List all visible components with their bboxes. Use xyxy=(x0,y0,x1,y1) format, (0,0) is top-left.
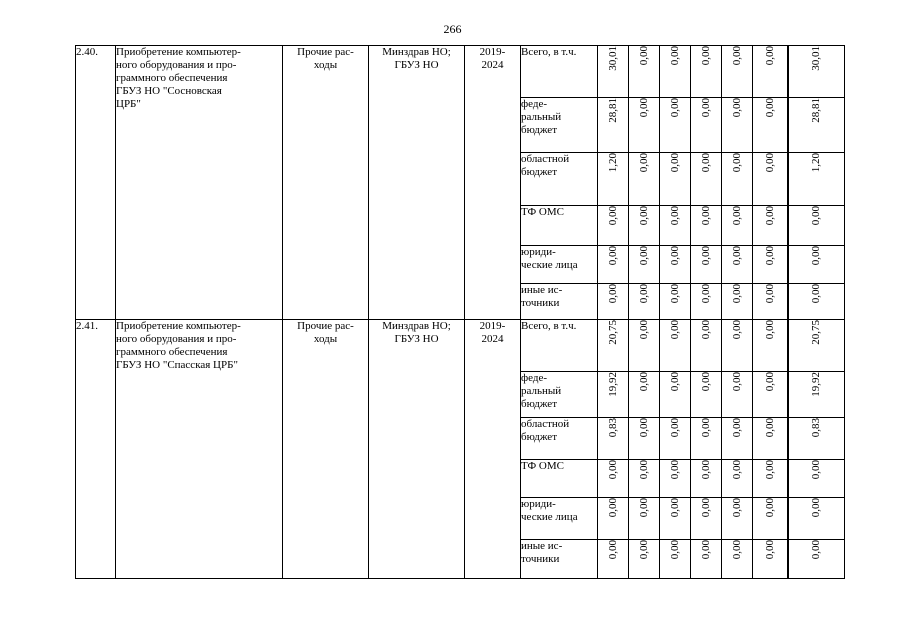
value-text: 0,00 xyxy=(669,284,681,304)
value-text: 0,00 xyxy=(607,206,619,226)
year-value xyxy=(722,98,753,153)
funding-source: областной бюджет xyxy=(521,153,598,206)
year-value xyxy=(629,418,660,460)
value-text: 0,00 xyxy=(669,98,681,118)
year-value xyxy=(722,206,753,246)
year-value xyxy=(722,46,753,98)
value-text: 0,00 xyxy=(669,320,681,340)
total-value xyxy=(788,418,845,460)
value-text: 0,00 xyxy=(607,246,619,266)
funding-source: Всего, в т.ч. xyxy=(521,320,598,372)
year-value xyxy=(660,284,691,320)
value-text: 0,00 xyxy=(810,246,823,266)
total-value xyxy=(788,246,845,284)
value-text: 0,00 xyxy=(638,540,650,560)
year-value xyxy=(691,372,722,418)
year-value xyxy=(753,540,788,579)
year-value xyxy=(691,320,722,372)
year-value xyxy=(629,98,660,153)
value-text: 0,00 xyxy=(700,320,712,340)
value-text: 0,00 xyxy=(638,153,650,173)
year-value xyxy=(598,418,629,460)
page-number: 266 xyxy=(443,22,462,36)
value-text: 0,00 xyxy=(700,153,712,173)
year-value xyxy=(722,460,753,498)
value-text: 1,20 xyxy=(810,153,823,173)
year-value xyxy=(753,46,788,98)
year-value xyxy=(598,498,629,540)
funding-source: ТФ ОМС xyxy=(521,206,598,246)
year-value xyxy=(722,540,753,579)
year-value xyxy=(598,46,629,98)
value-text: 0,00 xyxy=(700,246,712,266)
year-value xyxy=(660,246,691,284)
value-text: 0,00 xyxy=(700,460,712,480)
funding-source: областной бюджет xyxy=(521,418,598,460)
value-text: 19,92 xyxy=(607,372,619,397)
period: 2019- 2024 xyxy=(465,320,521,579)
value-text: 0,00 xyxy=(700,98,712,118)
year-value xyxy=(691,418,722,460)
funding-source: феде- ральный бюджет xyxy=(521,372,598,418)
year-value xyxy=(660,460,691,498)
total-value xyxy=(788,372,845,418)
year-value xyxy=(691,98,722,153)
year-value xyxy=(598,320,629,372)
value-text: 0,83 xyxy=(607,418,619,438)
expense-type: Прочие рас- ходы xyxy=(283,320,369,579)
value-text: 0,00 xyxy=(731,98,743,118)
period: 2019- 2024 xyxy=(465,46,521,320)
value-text: 0,00 xyxy=(638,284,650,304)
value-text: 0,00 xyxy=(731,320,743,340)
funding-source: юриди- ческие лица xyxy=(521,246,598,284)
value-text: 0,00 xyxy=(638,320,650,340)
year-value xyxy=(660,372,691,418)
value-text: 0,00 xyxy=(700,498,712,518)
year-value xyxy=(629,320,660,372)
item-number: 2.40. xyxy=(76,46,116,320)
year-value xyxy=(660,46,691,98)
value-text: 0,83 xyxy=(810,418,823,438)
total-value xyxy=(788,153,845,206)
year-value xyxy=(753,284,788,320)
value-text: 0,00 xyxy=(731,498,743,518)
year-value xyxy=(691,460,722,498)
value-text: 20,75 xyxy=(810,320,823,345)
value-text: 0,00 xyxy=(669,372,681,392)
value-text: 0,00 xyxy=(638,372,650,392)
value-text: 0,00 xyxy=(763,284,776,304)
total-value xyxy=(788,98,845,153)
year-value xyxy=(753,418,788,460)
value-text: 0,00 xyxy=(669,46,681,66)
value-text: 0,00 xyxy=(607,540,619,560)
total-value xyxy=(788,460,845,498)
table-row xyxy=(76,320,845,372)
year-value xyxy=(629,153,660,206)
year-value xyxy=(753,153,788,206)
value-text: 0,00 xyxy=(700,46,712,66)
value-text: 0,00 xyxy=(669,418,681,438)
value-text: 0,00 xyxy=(763,206,776,226)
value-text: 0,00 xyxy=(607,460,619,480)
value-text: 19,92 xyxy=(810,372,823,397)
year-value xyxy=(722,153,753,206)
year-value xyxy=(722,418,753,460)
year-value xyxy=(660,153,691,206)
year-value xyxy=(598,372,629,418)
year-value xyxy=(629,460,660,498)
value-text: 0,00 xyxy=(810,284,823,304)
year-value xyxy=(660,498,691,540)
value-text: 0,00 xyxy=(810,460,823,480)
year-value xyxy=(753,98,788,153)
value-text: 0,00 xyxy=(700,540,712,560)
year-value xyxy=(753,320,788,372)
value-text: 0,00 xyxy=(731,418,743,438)
value-text: 0,00 xyxy=(638,246,650,266)
value-text: 0,00 xyxy=(700,284,712,304)
value-text: 0,00 xyxy=(763,372,776,392)
value-text: 0,00 xyxy=(763,418,776,438)
value-text: 0,00 xyxy=(700,418,712,438)
item-name: Приобретение компьютер- ного оборудования и про- граммного обеспечения ГБУЗ НО "Спасская ЦРБ" xyxy=(116,320,283,579)
funding-source: Всего, в т.ч. xyxy=(521,46,598,98)
expense-type: Прочие рас- ходы xyxy=(283,46,369,320)
year-value xyxy=(691,206,722,246)
funding-source: иные ис- точники xyxy=(521,540,598,579)
year-value xyxy=(598,98,629,153)
year-value xyxy=(691,246,722,284)
value-text: 0,00 xyxy=(731,246,743,266)
value-text: 0,00 xyxy=(731,284,743,304)
year-value xyxy=(691,540,722,579)
value-text: 0,00 xyxy=(638,460,650,480)
value-text: 1,20 xyxy=(607,153,619,173)
year-value xyxy=(598,284,629,320)
total-value xyxy=(788,284,845,320)
total-value xyxy=(788,206,845,246)
value-text: 0,00 xyxy=(638,418,650,438)
value-text: 0,00 xyxy=(669,206,681,226)
value-text: 0,00 xyxy=(669,540,681,560)
year-value xyxy=(598,540,629,579)
total-value xyxy=(788,46,845,98)
year-value xyxy=(660,418,691,460)
year-value xyxy=(629,246,660,284)
year-value xyxy=(629,540,660,579)
year-value xyxy=(722,498,753,540)
year-value xyxy=(691,153,722,206)
year-value xyxy=(753,246,788,284)
funding-source: юриди- ческие лица xyxy=(521,498,598,540)
year-value xyxy=(691,46,722,98)
year-value xyxy=(598,460,629,498)
item-name: Приобретение компьютер- ного оборудования и про- граммного обеспечения ГБУЗ НО "Сосновская ЦРБ" xyxy=(116,46,283,320)
value-text: 0,00 xyxy=(669,246,681,266)
value-text: 0,00 xyxy=(607,498,619,518)
value-text: 20,75 xyxy=(607,320,619,345)
year-value xyxy=(691,284,722,320)
funding-source: ТФ ОМС xyxy=(521,460,598,498)
value-text: 0,00 xyxy=(638,206,650,226)
value-text: 0,00 xyxy=(810,206,823,226)
value-text: 0,00 xyxy=(731,46,743,66)
value-text: 0,00 xyxy=(638,98,650,118)
year-value xyxy=(629,372,660,418)
year-value xyxy=(598,153,629,206)
total-value xyxy=(788,320,845,372)
year-value xyxy=(722,284,753,320)
year-value xyxy=(660,98,691,153)
budget-table xyxy=(75,45,845,579)
year-value xyxy=(629,206,660,246)
year-value xyxy=(629,46,660,98)
year-value xyxy=(722,246,753,284)
year-value xyxy=(691,498,722,540)
year-value xyxy=(660,540,691,579)
value-text: 0,00 xyxy=(763,46,776,66)
year-value xyxy=(660,206,691,246)
value-text: 0,00 xyxy=(700,206,712,226)
year-value xyxy=(660,320,691,372)
value-text: 28,81 xyxy=(607,98,619,123)
value-text: 0,00 xyxy=(810,498,823,518)
year-value xyxy=(629,498,660,540)
total-value xyxy=(788,498,845,540)
value-text: 0,00 xyxy=(763,320,776,340)
value-text: 0,00 xyxy=(731,153,743,173)
value-text: 0,00 xyxy=(810,540,823,560)
year-value xyxy=(598,246,629,284)
value-text: 0,00 xyxy=(669,498,681,518)
year-value xyxy=(753,206,788,246)
value-text: 0,00 xyxy=(731,460,743,480)
value-text: 0,00 xyxy=(731,540,743,560)
value-text: 0,00 xyxy=(731,206,743,226)
value-text: 0,00 xyxy=(638,46,650,66)
value-text: 0,00 xyxy=(669,460,681,480)
year-value xyxy=(753,372,788,418)
year-value xyxy=(598,206,629,246)
value-text: 0,00 xyxy=(700,372,712,392)
total-value xyxy=(788,540,845,579)
value-text: 0,00 xyxy=(607,284,619,304)
value-text: 0,00 xyxy=(763,498,776,518)
value-text: 30,01 xyxy=(607,46,619,71)
value-text: 0,00 xyxy=(763,460,776,480)
year-value xyxy=(753,460,788,498)
year-value xyxy=(629,284,660,320)
executor: Минздрав НО; ГБУЗ НО xyxy=(369,320,465,579)
year-value xyxy=(753,498,788,540)
item-number: 2.41. xyxy=(76,320,116,579)
value-text: 0,00 xyxy=(763,540,776,560)
value-text: 0,00 xyxy=(669,153,681,173)
value-text: 0,00 xyxy=(763,98,776,118)
value-text: 28,81 xyxy=(810,98,823,123)
executor: Минздрав НО; ГБУЗ НО xyxy=(369,46,465,320)
value-text: 0,00 xyxy=(638,498,650,518)
value-text: 0,00 xyxy=(763,246,776,266)
funding-source: феде- ральный бюджет xyxy=(521,98,598,153)
year-value xyxy=(722,372,753,418)
table-row xyxy=(76,46,845,98)
value-text: 0,00 xyxy=(731,372,743,392)
value-text: 0,00 xyxy=(763,153,776,173)
funding-source: иные ис- точники xyxy=(521,284,598,320)
year-value xyxy=(722,320,753,372)
value-text: 30,01 xyxy=(810,46,823,71)
